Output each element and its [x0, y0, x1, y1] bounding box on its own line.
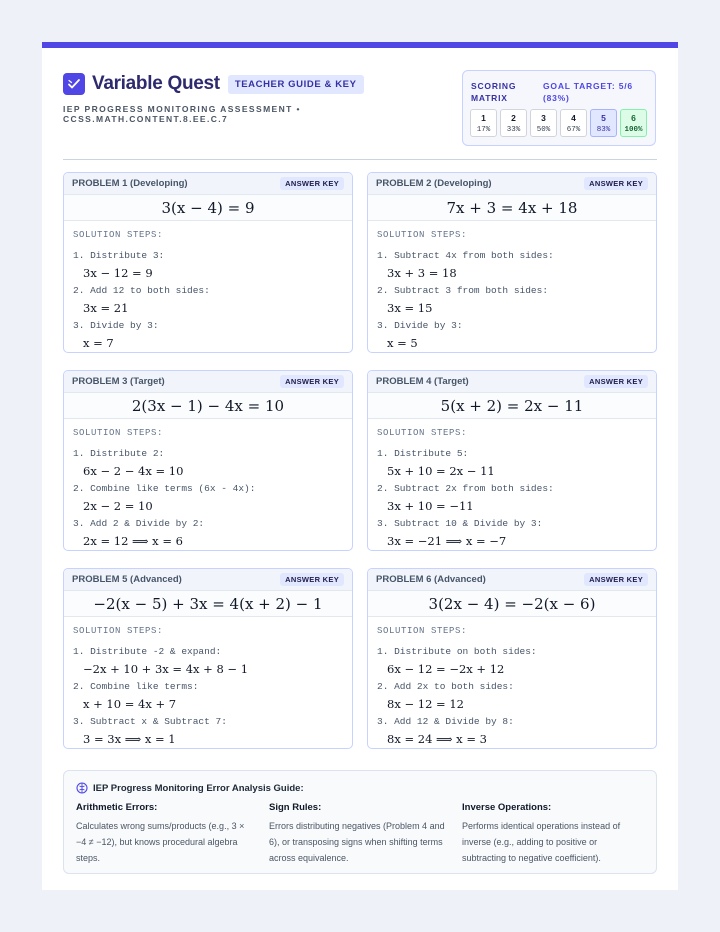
answer-key-badge: ANSWER KEY: [584, 375, 648, 388]
problem-equation: 3(x − 4) = 9: [64, 195, 352, 221]
step-text: 3. Add 2 & Divide by 2:: [73, 518, 205, 529]
score-percent: 83%: [596, 126, 611, 134]
goal-target-label: GOAL TARGET: 5/6 (83%): [543, 81, 633, 103]
step-math: 8x − 12 = 12: [387, 697, 464, 711]
problem-title: PROBLEM 6 (Advanced): [376, 574, 486, 585]
problem-card-6: [367, 568, 657, 749]
step-text: 3. Subtract 10 & Divide by 3:: [377, 518, 543, 529]
step-math: −2x + 10 + 3x = 4x + 8 − 1: [83, 662, 249, 676]
problem-title: PROBLEM 3 (Target): [72, 376, 165, 387]
step-text: 1. Distribute 3:: [73, 250, 165, 261]
answer-key-badge: ANSWER KEY: [584, 177, 648, 190]
step-text: 3. Subtract x & Subtract 7:: [73, 716, 227, 727]
problem-header: [64, 173, 352, 195]
problem-card-5: [63, 568, 353, 749]
step-math: 3 = 3x ⟹ x = 1: [83, 732, 176, 746]
problem-equation: 2(3x − 1) − 4x = 10: [64, 393, 352, 419]
checklist-icon: [63, 73, 85, 95]
problem-equation: 3(2x − 4) = −2(x − 6): [368, 591, 656, 617]
score-level: 2: [511, 113, 516, 123]
step-math: x + 10 = 4x + 7: [83, 697, 177, 711]
solution-steps-label: SOLUTION STEPS:: [73, 626, 164, 636]
solution-steps: [368, 221, 656, 352]
step-math: 3x = 21: [83, 301, 129, 315]
step-text: 1. Distribute 5:: [377, 448, 469, 459]
score-cell: [560, 109, 587, 137]
score-cells: [470, 109, 647, 137]
step-text: 2. Combine like terms:: [73, 681, 199, 692]
problem-header: [368, 371, 656, 393]
step-text: 2. Combine like terms (6x - 4x):: [73, 483, 256, 494]
answer-key-badge: ANSWER KEY: [280, 573, 344, 586]
header: [63, 72, 443, 124]
teacher-guide-badge: TEACHER GUIDE & KEY: [228, 75, 364, 94]
solution-steps: [368, 617, 656, 748]
step-math: 3x − 12 = 9: [83, 266, 153, 280]
guide-body: Performs identical operations instead of inverse (e.g., adding to positive or subtracting to negative coefficient).: [462, 821, 621, 863]
score-level: 6: [631, 113, 636, 123]
step-math: 6x − 2 − 4x = 10: [83, 464, 184, 478]
score-level: 1: [481, 113, 486, 123]
title-row: [63, 72, 443, 96]
score-level: 4: [571, 113, 576, 123]
problem-title: PROBLEM 1 (Developing): [72, 178, 188, 189]
problem-equation: 5(x + 2) = 2x − 11: [368, 393, 656, 419]
page-title: Variable Quest: [92, 73, 220, 94]
guide-heading: Arithmetic Errors:: [76, 802, 158, 813]
step-text: 1. Distribute on both sides:: [377, 646, 537, 657]
score-cell-goal: [590, 109, 617, 137]
step-math: 3x + 10 = −11: [387, 499, 474, 513]
step-math: 8x = 24 ⟹ x = 3: [387, 732, 487, 746]
score-percent: 17%: [476, 126, 491, 134]
step-math: 3x = −21 ⟹ x = −7: [387, 534, 507, 548]
step-text: 3. Divide by 3:: [377, 320, 463, 331]
solution-steps-label: SOLUTION STEPS:: [377, 626, 468, 636]
step-math: x = 7: [83, 336, 114, 350]
problem-header: [64, 371, 352, 393]
solution-steps-label: SOLUTION STEPS:: [73, 428, 164, 438]
step-math: x = 5: [387, 336, 418, 350]
problem-equation: 7x + 3 = 4x + 18: [368, 195, 656, 221]
answer-key-badge: ANSWER KEY: [280, 177, 344, 190]
guide-column-arithmetic: [76, 802, 254, 866]
worksheet-page: [42, 42, 678, 890]
guide-body: Calculates wrong sums/products (e.g., 3 × −4 ≠ −12), but knows procedural algebra steps.: [76, 821, 245, 863]
solution-steps: [64, 221, 352, 352]
solution-steps-label: SOLUTION STEPS:: [73, 230, 164, 240]
score-level: 5: [601, 113, 606, 123]
problem-header: [368, 173, 656, 195]
score-cell: [470, 109, 497, 137]
problem-equation: −2(x − 5) + 3x = 4(x + 2) − 1: [64, 591, 352, 617]
solution-steps: [64, 617, 352, 748]
scoring-matrix-label: SCORING MATRIX: [471, 81, 517, 103]
step-math: 3x = 15: [387, 301, 433, 315]
step-text: 3. Divide by 3:: [73, 320, 159, 331]
solution-steps-label: SOLUTION STEPS:: [377, 230, 468, 240]
answer-key-badge: ANSWER KEY: [280, 375, 344, 388]
guide-column-inverse-operations: [462, 802, 640, 866]
problem-card-1: [63, 172, 353, 353]
step-text: 1. Distribute -2 & expand:: [73, 646, 222, 657]
score-percent: 33%: [506, 126, 521, 134]
problem-title: PROBLEM 4 (Target): [376, 376, 469, 387]
step-math: 2x = 12 ⟹ x = 6: [83, 534, 183, 548]
step-text: 2. Subtract 3 from both sides:: [377, 285, 549, 296]
guide-column-sign-rules: [269, 802, 447, 866]
problem-card-3: [63, 370, 353, 551]
step-text: 2. Subtract 2x from both sides:: [377, 483, 554, 494]
brain-icon: [76, 782, 88, 794]
score-cell: [500, 109, 527, 137]
problem-card-4: [367, 370, 657, 551]
score-percent: 50%: [536, 126, 551, 134]
solution-steps: [64, 419, 352, 550]
score-percent: 67%: [566, 126, 581, 134]
step-math: 3x + 3 = 18: [387, 266, 457, 280]
solution-steps-label: SOLUTION STEPS:: [377, 428, 468, 438]
scoring-matrix: [462, 70, 656, 146]
score-level: 3: [541, 113, 546, 123]
header-divider: [63, 159, 657, 160]
problem-header: [368, 569, 656, 591]
guide-heading: Sign Rules:: [269, 802, 322, 813]
guide-title-row: [76, 782, 304, 794]
step-text: 1. Subtract 4x from both sides:: [377, 250, 554, 261]
problem-card-2: [367, 172, 657, 353]
score-percent: 100%: [624, 126, 643, 134]
score-cell: [530, 109, 557, 137]
step-text: 3. Add 12 & Divide by 8:: [377, 716, 514, 727]
problem-title: PROBLEM 2 (Developing): [376, 178, 492, 189]
guide-title: IEP Progress Monitoring Error Analysis Guide:: [93, 782, 304, 794]
score-cell-top: [620, 109, 647, 137]
step-math: 2x − 2 = 10: [83, 499, 153, 513]
guide-heading: Inverse Operations:: [462, 802, 552, 813]
step-math: 5x + 10 = 2x − 11: [387, 464, 495, 478]
page-subtitle: IEP PROGRESS MONITORING ASSESSMENT • CCSS.MATH.CONTENT.8.EE.C.7: [63, 104, 301, 124]
step-text: 2. Add 12 to both sides:: [73, 285, 210, 296]
step-text: 1. Distribute 2:: [73, 448, 165, 459]
problem-header: [64, 569, 352, 591]
problem-title: PROBLEM 5 (Advanced): [72, 574, 182, 585]
step-math: 6x − 12 = −2x + 12: [387, 662, 505, 676]
error-analysis-guide: [63, 770, 657, 874]
answer-key-badge: ANSWER KEY: [584, 573, 648, 586]
step-text: 2. Add 2x to both sides:: [377, 681, 514, 692]
guide-body: Errors distributing negatives (Problem 4 and 6), or transposing signs when shifting terms across equivalence.: [269, 821, 445, 863]
solution-steps: [368, 419, 656, 550]
